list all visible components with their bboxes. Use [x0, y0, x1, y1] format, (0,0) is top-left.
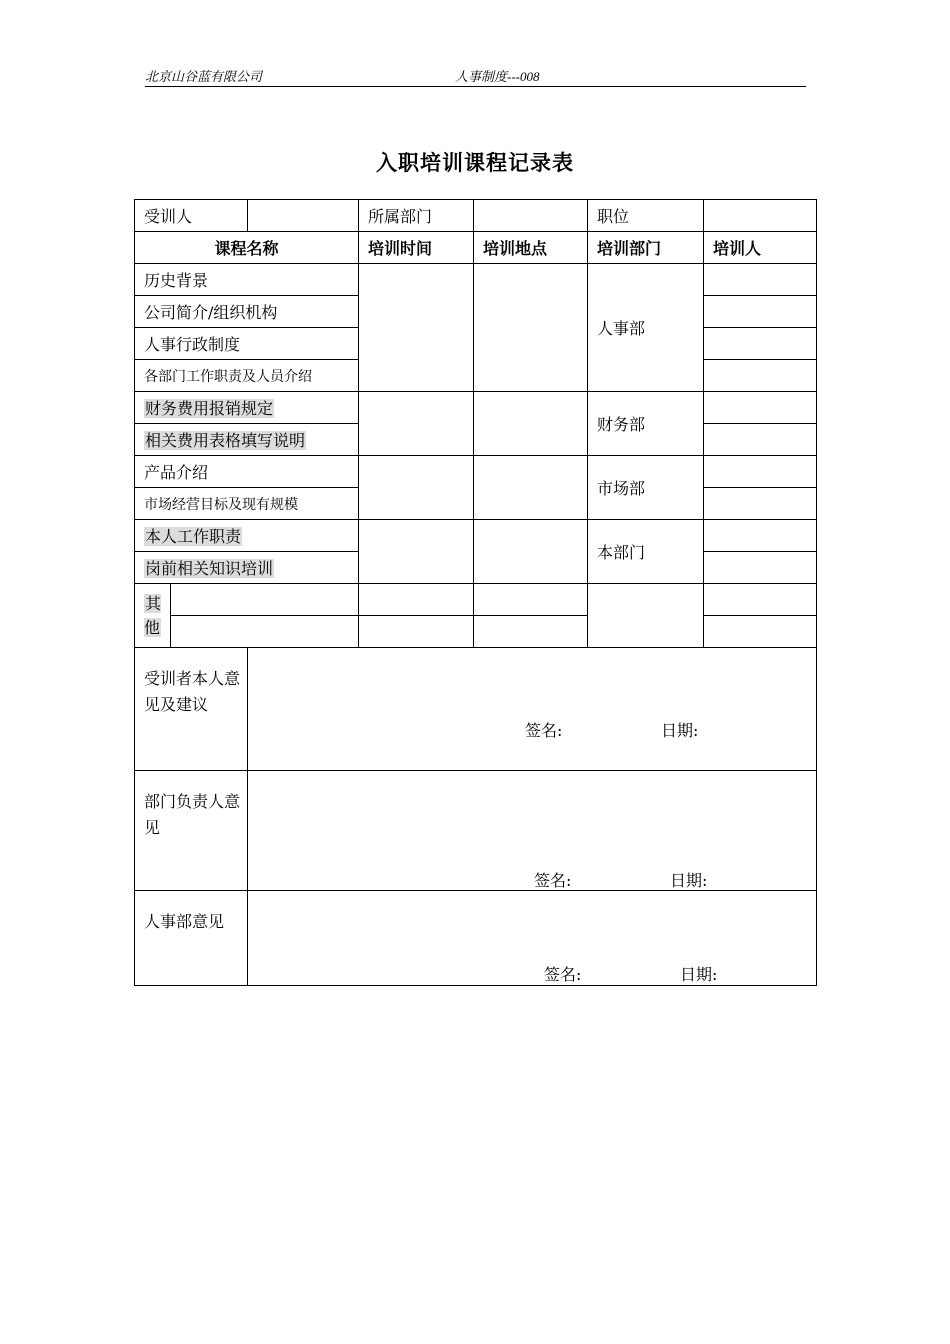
- date-label: 日期:: [661, 721, 699, 740]
- training-place-field[interactable]: [474, 264, 588, 392]
- trainer-field[interactable]: [704, 296, 817, 328]
- course-name: 岗前相关知识培训: [145, 559, 274, 578]
- column-header-row: [135, 232, 817, 264]
- trainee-info-row: [135, 200, 817, 232]
- other-label-cell: [135, 584, 171, 648]
- course-name: 各部门工作职责及人员介绍: [135, 360, 359, 392]
- course-name: 历史背景: [135, 264, 359, 296]
- training-record-table: [134, 199, 817, 986]
- course-row: [135, 264, 817, 296]
- course-name: 财务费用报销规定: [145, 399, 274, 418]
- training-place-field[interactable]: [474, 392, 588, 456]
- trainer-field[interactable]: [704, 552, 817, 584]
- dept-head-opinion-field[interactable]: [248, 771, 817, 891]
- trainee-opinion-row: [135, 648, 817, 771]
- hr-opinion-label: 人事部意见: [135, 891, 248, 986]
- training-dept-cell: 人事部: [588, 264, 704, 392]
- course-row: [135, 520, 817, 552]
- course-name-header: 课程名称: [135, 232, 359, 264]
- page-header: [145, 66, 806, 87]
- training-dept-cell: 市场部: [588, 456, 704, 520]
- hr-opinion-row: [135, 891, 817, 986]
- training-dept-header: 培训部门: [588, 232, 704, 264]
- other-course-field[interactable]: [171, 584, 359, 616]
- position-label: 职位: [588, 200, 704, 232]
- course-name-cell: [135, 520, 359, 552]
- form-title: 入职培训课程记录表: [376, 150, 574, 175]
- course-name: 公司简介/组织机构: [135, 296, 359, 328]
- signature-label: 签名:: [525, 721, 563, 740]
- training-time-field[interactable]: [359, 520, 474, 584]
- course-name-cell: [135, 392, 359, 424]
- document-number: 人事制度---008: [455, 69, 540, 84]
- training-time-field[interactable]: [359, 584, 474, 616]
- department-label: 所属部门: [359, 200, 474, 232]
- trainer-field[interactable]: [704, 328, 817, 360]
- other-course-field[interactable]: [171, 616, 359, 648]
- training-time-header: 培训时间: [359, 232, 474, 264]
- course-name-cell: [135, 552, 359, 584]
- training-place-field[interactable]: [474, 520, 588, 584]
- trainee-field[interactable]: [248, 200, 359, 232]
- training-place-field[interactable]: [474, 456, 588, 520]
- trainer-field[interactable]: [704, 424, 817, 456]
- training-time-field[interactable]: [359, 456, 474, 520]
- trainer-header: 培训人: [704, 232, 817, 264]
- trainer-field[interactable]: [704, 616, 817, 648]
- course-name: 市场经营目标及现有规模: [135, 488, 359, 520]
- dept-head-opinion-label: 部门负责人意见: [135, 771, 248, 891]
- trainer-field[interactable]: [704, 264, 817, 296]
- department-field[interactable]: [474, 200, 588, 232]
- company-name: 北京山谷蓝有限公司: [145, 69, 263, 84]
- training-time-field[interactable]: [359, 264, 474, 392]
- training-time-field[interactable]: [359, 616, 474, 648]
- signature-label: 签名:: [544, 965, 582, 984]
- trainer-field[interactable]: [704, 488, 817, 520]
- signature-label: 签名:: [534, 871, 572, 890]
- other-row: [135, 584, 817, 616]
- training-dept-field[interactable]: [588, 584, 704, 648]
- other-label: 其他: [144, 593, 162, 637]
- trainee-opinion-field[interactable]: [248, 648, 817, 771]
- course-name: 产品介绍: [135, 456, 359, 488]
- training-dept-cell: 本部门: [588, 520, 704, 584]
- course-name: 人事行政制度: [135, 328, 359, 360]
- trainer-field[interactable]: [704, 584, 817, 616]
- trainee-label: 受训人: [135, 200, 248, 232]
- training-place-header: 培训地点: [474, 232, 588, 264]
- course-name: 相关费用表格填写说明: [145, 431, 306, 450]
- course-name-cell: [135, 424, 359, 456]
- date-label: 日期:: [680, 965, 718, 984]
- training-place-field[interactable]: [474, 584, 588, 616]
- trainer-field[interactable]: [704, 520, 817, 552]
- trainer-field[interactable]: [704, 360, 817, 392]
- date-label: 日期:: [670, 871, 708, 890]
- course-row: [135, 456, 817, 488]
- other-row: [135, 616, 817, 648]
- course-row: [135, 392, 817, 424]
- position-field[interactable]: [704, 200, 817, 232]
- training-time-field[interactable]: [359, 392, 474, 456]
- training-place-field[interactable]: [474, 616, 588, 648]
- trainee-opinion-label: 受训者本人意见及建议: [135, 648, 248, 771]
- hr-opinion-field[interactable]: [248, 891, 817, 986]
- trainer-field[interactable]: [704, 456, 817, 488]
- trainer-field[interactable]: [704, 392, 817, 424]
- dept-head-opinion-row: [135, 771, 817, 891]
- training-dept-cell: 财务部: [588, 392, 704, 456]
- course-name: 本人工作职责: [145, 527, 242, 546]
